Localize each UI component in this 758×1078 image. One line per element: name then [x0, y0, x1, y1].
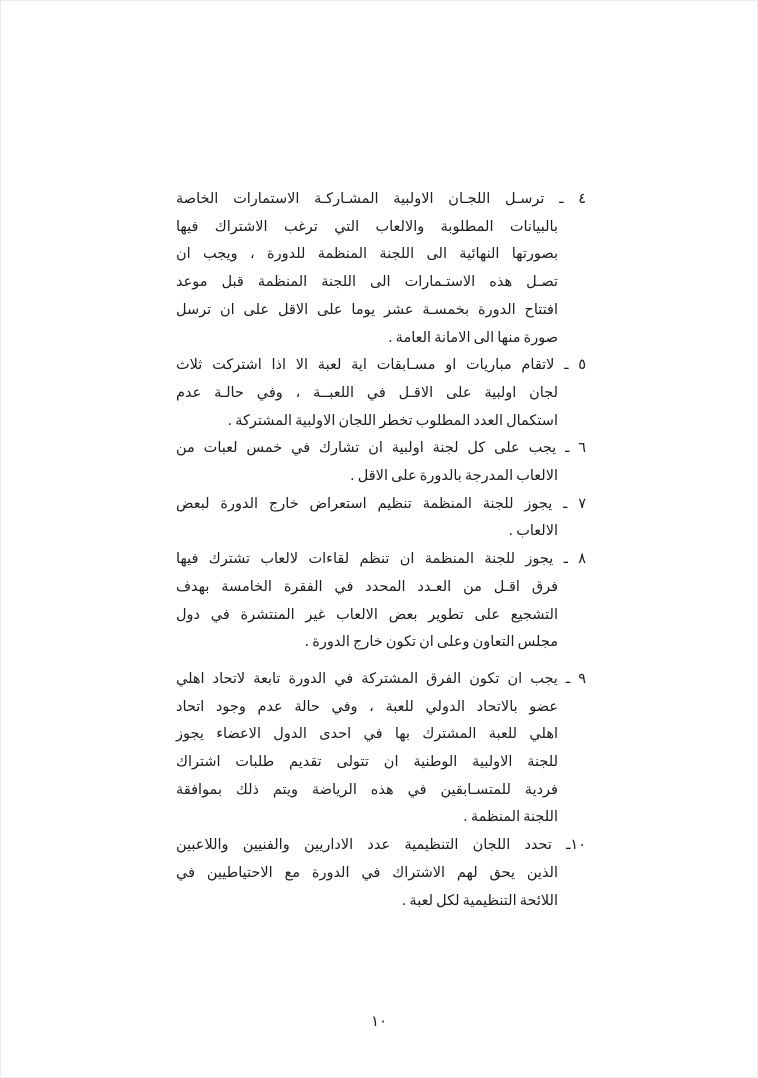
- text-line: [176, 721, 586, 749]
- text-line: [176, 325, 586, 353]
- item-text: افتتاح الدورة بخمسـة عشر يوما على الاقل على ان ترسل: [176, 301, 558, 318]
- item-text: لاتقام مباريات او مسـابقات اية لعبة الا اذا اشتركت ثلاث: [176, 357, 555, 374]
- list-item: [176, 546, 586, 657]
- text-line: [176, 435, 586, 463]
- text-line: [176, 546, 586, 574]
- text-block: [176, 186, 586, 915]
- item-text: بالبيانات المطلوبة والالعاب التي ترغب الاشتراك فيها: [176, 218, 558, 235]
- item-text: التشجيع على تطوير بعض الالعاب غير المنتشرة في دول: [176, 606, 558, 623]
- text-line: [176, 804, 586, 832]
- item-text: لجان اولبية على الاقـل في اللعبــة ، وفي حالـة عدم: [176, 384, 558, 401]
- item-text: تحدد اللجان التنظيمية عدد الاداريين والفنيين واللاعبين: [176, 837, 552, 854]
- list-item: [176, 186, 586, 352]
- text-line: [176, 694, 586, 722]
- item-text: الذين يحق لهم الاشتراك في الدورة مع الاحتياطيين في: [176, 864, 558, 881]
- item-text: ترسـل اللجـان الاولبية المشـاركـة الاستمارات الخاصة: [176, 191, 545, 207]
- item-number: ٨ ـ: [563, 551, 587, 568]
- list-item: [176, 832, 586, 915]
- item-text: اهلي للعبة المشترك بها في احدى الدول الاعضاء يجوز: [176, 726, 558, 743]
- item-text: الالعاب المدرجة بالدورة على الاقل .: [350, 468, 558, 485]
- text-line: [176, 602, 586, 630]
- text-line: [176, 666, 586, 694]
- item-text: فردية للمتسـابقين في هذه الرياضة ويتم ذلك بموافقة: [176, 781, 558, 798]
- text-line: [176, 777, 586, 805]
- text-line: [176, 408, 586, 436]
- text-line: [176, 241, 586, 269]
- list-item: [176, 666, 586, 832]
- text-line: [176, 574, 586, 602]
- item-text: الالعاب .: [508, 523, 558, 540]
- item-text: تصـل هذه الاستـمارات الى اللجنة المنظمة قبل موعد: [176, 274, 558, 291]
- text-line: [176, 860, 586, 888]
- item-text: بصورتها النهائية الى اللجنة المنظمة للدورة ، ويجب ان: [176, 246, 558, 263]
- item-text: استكمال العدد المطلوب تخطر اللجان الاولبية المشتركة .: [227, 412, 558, 429]
- item-text: اللجنة المنظمة .: [463, 809, 558, 826]
- item-text: عضو بالاتحاد الدولي للعبة ، وفي حالة عدم وجود اتحاد: [176, 698, 558, 715]
- list-item: [176, 352, 586, 435]
- page-number: ١٠: [370, 1012, 388, 1030]
- text-line: [176, 214, 586, 242]
- list-item: [176, 491, 586, 546]
- item-number: ٤ ـ: [559, 191, 587, 207]
- item-number: ٥ ـ: [564, 357, 587, 374]
- text-line: [176, 491, 586, 519]
- item-number: ٧ ـ: [563, 495, 587, 512]
- item-text: يجوز للجنة المنظمة تنظيم استعراض خارج الدورة لبعض: [176, 495, 553, 512]
- item-text: صورة منها الى الامانة العامة .: [387, 329, 558, 346]
- text-line: [176, 832, 586, 860]
- text-line: [176, 186, 586, 214]
- text-line: [176, 463, 586, 491]
- list-item: [176, 435, 586, 490]
- text-line: [176, 749, 586, 777]
- text-line: [176, 629, 586, 657]
- text-line: [176, 352, 586, 380]
- item-text: اللائحة التنظيمية لكل لعبة .: [401, 892, 558, 909]
- text-line: [176, 269, 586, 297]
- item-number: ٦ ـ: [565, 440, 587, 457]
- item-text: للجنة الاولبية الوطنية ان تتولى تقديم طلبات اشتراك: [176, 754, 558, 771]
- item-text: فرق اقـل من العـدد المحدد في الفقرة الخامسة بهدف: [176, 578, 558, 595]
- item-number: ٩ ـ: [565, 670, 587, 687]
- item-text: يجب ان تكون الفرق المشتركة في الدورة تابعة لاتحاد اهلي: [176, 670, 558, 687]
- item-number: ١٠ـ: [566, 837, 586, 854]
- item-text: مجلس التعاون وعلى ان تكون خارج الدورة .: [304, 634, 558, 651]
- item-text: يجب على كل لجنة اولبية ان تشارك في خمس لعبات من: [176, 440, 557, 457]
- text-line: [176, 888, 586, 916]
- text-line: [176, 297, 586, 325]
- item-text: يجوز للجنة المنظمة ان تنظم لقاءات لالعاب تشترك فيها: [176, 551, 554, 568]
- text-line: [176, 518, 586, 546]
- text-line: [176, 380, 586, 408]
